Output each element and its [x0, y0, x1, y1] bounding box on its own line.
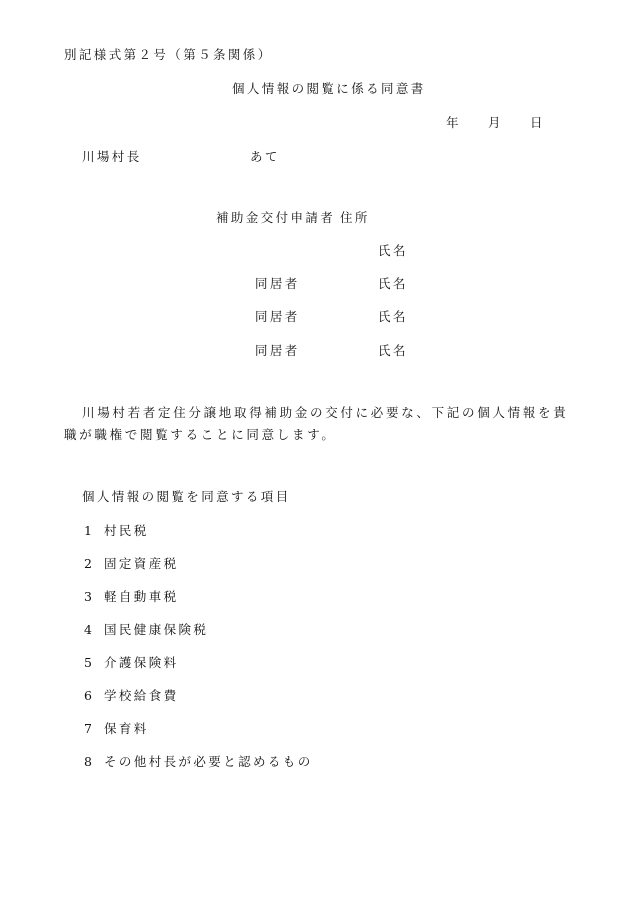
- list-item-number: 8: [84, 754, 95, 769]
- addressee-suffix: あて: [250, 149, 280, 164]
- list-item-number: 1: [84, 523, 95, 538]
- cohabitant-name-label: 氏名: [378, 309, 408, 324]
- date-month-label: 月: [488, 115, 503, 130]
- list-item-number: 2: [84, 556, 95, 571]
- list-item-number: 7: [84, 721, 95, 736]
- applicant-name-label: 氏名: [378, 243, 408, 258]
- cohabitant-name-label: 氏名: [378, 276, 408, 291]
- applicant-role: 補助金交付申請者: [216, 210, 336, 225]
- list-item-text: その他村長が必要と認めるもの: [104, 754, 313, 769]
- addressee-name: 川場村長: [82, 149, 142, 164]
- list-item-text: 介護保険料: [104, 655, 179, 670]
- list-item-number: 4: [84, 622, 95, 637]
- consent-paragraph: 川場村若者定住分譲地取得補助金の交付に必要な、下記の個人情報を貴職が職権で閲覧することに同意します。: [64, 405, 569, 442]
- form-header: 別記様式第２号（第５条関係）: [64, 47, 273, 62]
- list-item-text: 軽自動車税: [104, 589, 179, 604]
- list-item-text: 村民税: [104, 523, 149, 538]
- document-title: 個人情報の閲覧に係る同意書: [232, 81, 426, 96]
- list-item-number: 3: [84, 589, 95, 604]
- list-item-text: 保育料: [104, 721, 149, 736]
- items-heading: 個人情報の閲覧を同意する項目: [82, 489, 291, 504]
- cohabitant-name-label: 氏名: [378, 343, 408, 358]
- date-day-label: 日: [530, 115, 545, 130]
- applicant-address-label: 住所: [340, 210, 370, 225]
- cohabitant-role: 同居者: [255, 276, 300, 291]
- list-item-text: 国民健康保険税: [104, 622, 209, 637]
- list-item-text: 学校給食費: [104, 688, 179, 703]
- list-item-number: 5: [84, 655, 95, 670]
- cohabitant-role: 同居者: [255, 309, 300, 324]
- cohabitant-role: 同居者: [255, 343, 300, 358]
- list-item-number: 6: [84, 688, 95, 703]
- list-item-text: 固定資産税: [104, 556, 179, 571]
- date-year-label: 年: [446, 115, 461, 130]
